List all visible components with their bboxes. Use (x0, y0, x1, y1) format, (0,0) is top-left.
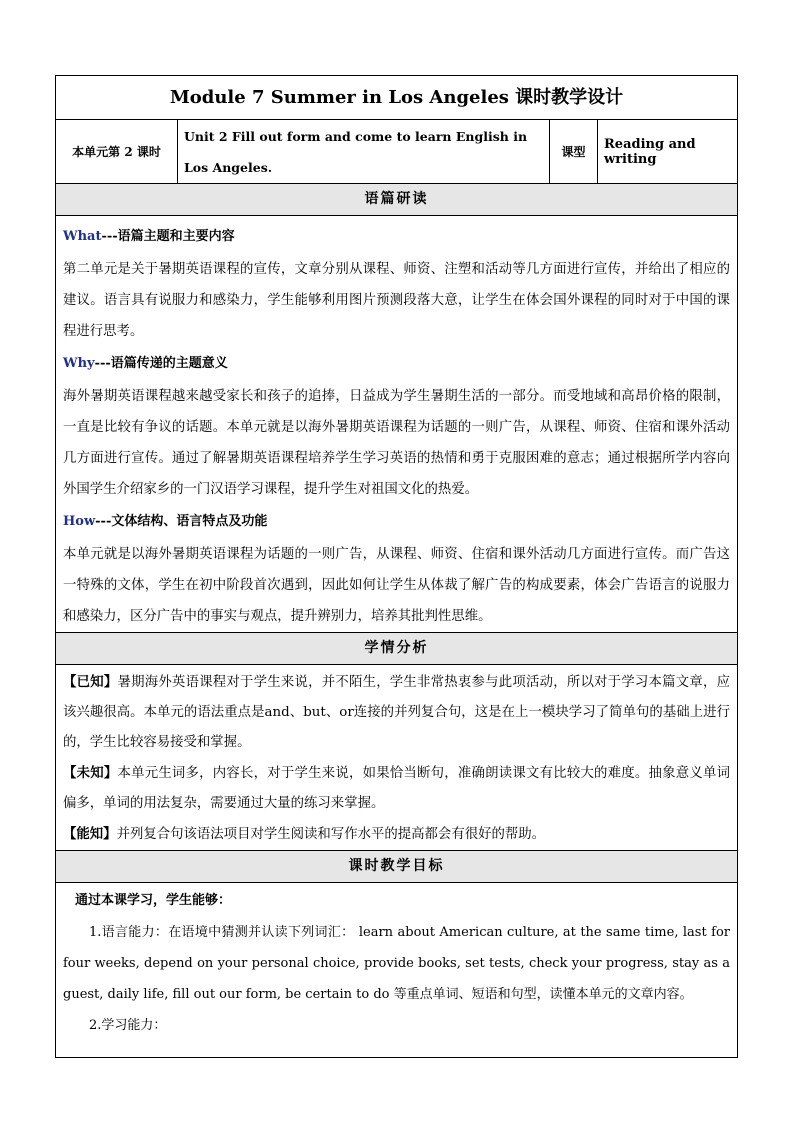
how-subheading (63, 505, 730, 539)
type-value: Reading and writing (604, 136, 696, 167)
able-tag: 【能知】 (63, 826, 117, 842)
why-label: Why (63, 356, 95, 371)
unit-title: Unit 2 Fill out form and come to learn English in Los Angeles. (178, 120, 550, 183)
unknown-text: 本单元生词多，内容长，对于学生来说，如果恰当断句，准确朗读课文有比较大的难度。抽象意义单词偏多，单词的用法复杂，需要通过大量的练习来掌握。 (63, 766, 730, 811)
objective-item-1: 1.语言能力：在语境中猜测并认读下列词汇： learn about American culture, at the same time, last for four weeks, depend on your personal choice, provide books, set tests, check your progress, stay as a guest, daily life, fill out our form, be certain to do 等重点单词、短语和句型，读懂本单元的文章内容。 (63, 925, 730, 1002)
objectives-body (56, 883, 737, 1041)
able-paragraph (63, 819, 730, 850)
known-text: 暑期海外英语课程对于学生来说，并不陌生，学生非常热衷参与此项活动，所以对于学习本篇文章，应该兴趣很高。本单元的语法重点是and、but、or连接的并列复合句，这是在上一模块学习了简单句的基础上进行的，学生比较容易接受和掌握。 (63, 675, 730, 750)
what-paragraph: 第二单元是关于暑期英语课程的宣传，文章分别从课程、师资、注塑和活动等几方面进行宣传，并给出了相应的建议。语言具有说服力和感染力，学生能够利用图片预测段落大意，让学生在体会国外课程的同时对于中国的课程进行思考。 (63, 262, 730, 339)
known-tag: 【已知】 (63, 674, 118, 690)
able-text: 并列复合句该语法项目对学生阅读和写作水平的提高都会有很好的帮助。 (116, 827, 546, 842)
type-label: 课型 (550, 120, 598, 183)
what-desc: ---语篇主题和主要内容 (101, 229, 235, 244)
how-label: How (63, 514, 96, 529)
info-row (56, 120, 737, 184)
unknown-tag: 【未知】 (63, 765, 118, 781)
what-subheading (63, 220, 730, 254)
page-title: Module 7 Summer in Los Angeles 课时教学设计 (56, 76, 737, 120)
lesson-plan-table (55, 75, 738, 1058)
learner-analysis-body (56, 665, 737, 850)
why-paragraph: 海外暑期英语课程越来越受家长和孩子的追捧，日益成为学生暑期生活的一部分。而受地域和高昂价格的限制，一直是比较有争议的话题。本单元就是以海外暑期英语课程为话题的一则广告，从课程、师资、住宿和课外活动几方面进行宣传。通过了解暑期英语课程培养学生学习英语的热情和勇于克服困难的意志；通过根据所学内容向外国学生介绍家乡的一门汉语学习课程，提升学生对祖国文化的热爱。 (63, 389, 730, 497)
section-heading-objectives: 课时教学目标 (56, 850, 737, 883)
section-heading-text-study: 语篇研读 (56, 184, 737, 216)
text-study-body (56, 216, 737, 632)
section-heading-learner-analysis: 学情分析 (56, 632, 737, 665)
what-label: What (63, 229, 102, 244)
objective-item-2: 2.学习能力： (89, 1018, 167, 1033)
why-desc: ---语篇传递的主题意义 (94, 356, 228, 371)
known-paragraph (63, 667, 730, 758)
how-desc: ---文体结构、语言特点及功能 (95, 514, 268, 529)
why-subheading (63, 347, 730, 381)
unknown-paragraph (63, 758, 730, 819)
lesson-number: 本单元第 2 课时 (56, 120, 178, 183)
how-paragraph: 本单元就是以海外暑期英语课程为话题的一则广告，从课程、师资、住宿和课外活动几方面进行宣传。而广告这一特殊的文体，学生在初中阶段首次遇到，因此如何让学生从体裁了解广告的构成要素，体会广告语言的说服力和感染力，区分广告中的事实与观点，提升辨别力，培养其批判性思维。 (63, 547, 730, 624)
objectives-intro: 通过本课学习，学生能够： (75, 893, 232, 908)
